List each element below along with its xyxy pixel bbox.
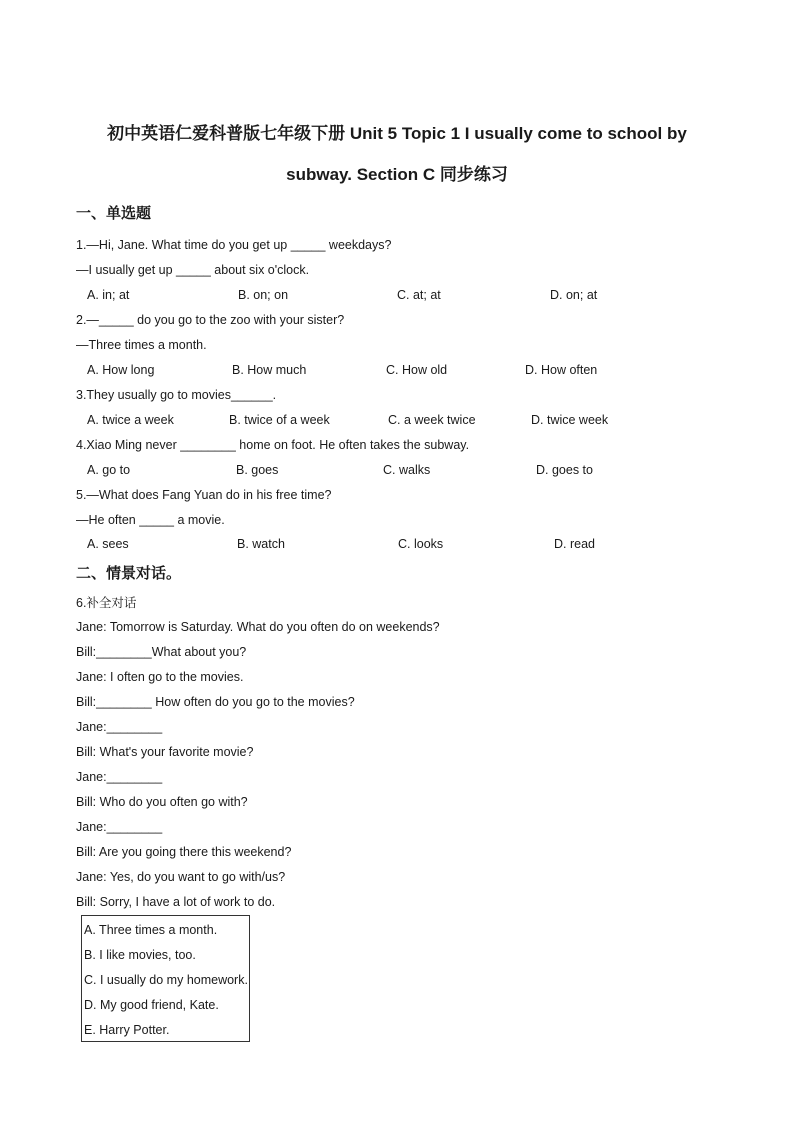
question-3-option-a: A. twice a week <box>87 413 174 427</box>
dialogue-line-7: Jane:________ <box>76 770 163 784</box>
question-4-option-a: A. go to <box>87 463 131 477</box>
section-heading-dialogue: 二、情景对话。 <box>76 565 182 582</box>
dialogue-line-3: Jane: I often go to the movies. <box>76 670 244 684</box>
question-2-option-a: A. How long <box>87 363 155 377</box>
question-2-option-b: B. How much <box>232 363 307 377</box>
question-1-line-1: 1.—Hi, Jane. What time do you get up _____ weekdays? <box>76 238 392 252</box>
question-1-option-a: A. in; at <box>87 288 130 302</box>
question-4-line-1: 4.Xiao Ming never ________ home on foot. He often takes the subway. <box>76 438 470 452</box>
dialogue-choice-a: A. Three times a month. <box>84 923 218 937</box>
dialogue-choices-box <box>81 915 250 1042</box>
question-1-option-b: B. on; on <box>238 288 289 302</box>
question-3-line-1: 3.They usually go to movies______. <box>76 388 277 402</box>
dialogue-choice-b: B. I like movies, too. <box>84 948 196 962</box>
dialogue-choice-c: C. I usually do my homework. <box>84 973 248 987</box>
question-5-option-c: C. looks <box>398 537 444 551</box>
dialogue-line-5: Jane:________ <box>76 720 163 734</box>
question-3-option-c: C. a week twice <box>388 413 476 427</box>
dialogue-line-10: Bill: Are you going there this weekend? <box>76 845 292 859</box>
page-title-line-2: subway. Section C 同步练习 <box>286 165 508 184</box>
question-4-option-b: B. goes <box>236 463 279 477</box>
question-1-option-d: D. on; at <box>550 288 598 302</box>
question-2-option-d: D. How often <box>525 363 598 377</box>
question-2-option-c: C. How old <box>386 363 448 377</box>
question-2-line-2: —Three times a month. <box>76 338 207 352</box>
dialogue-line-2: Bill:________What about you? <box>76 645 247 659</box>
question-3-option-b: B. twice of a week <box>229 413 330 427</box>
question-5-line-1: 5.—What does Fang Yuan do in his free time? <box>76 488 332 502</box>
question-5-option-a: A. sees <box>87 537 129 551</box>
dialogue-line-4: Bill:________ How often do you go to the movies? <box>76 695 355 709</box>
dialogue-line-8: Bill: Who do you often go with? <box>76 795 248 809</box>
dialogue-line-6: Bill: What's your favorite movie? <box>76 745 254 759</box>
dialogue-line-11: Jane: Yes, do you want to go with/us? <box>76 870 286 884</box>
question-5-option-b: B. watch <box>237 537 285 551</box>
dialogue-line-9: Jane:________ <box>76 820 163 834</box>
question-1-line-2: —I usually get up _____ about six o'clock. <box>76 263 310 277</box>
dialogue-heading: 6.补全对话 <box>76 596 137 610</box>
question-3-option-d: D. twice week <box>531 413 609 427</box>
page-title-line-1: 初中英语仁爱科普版七年级下册 Unit 5 Topic 1 I usually come to school by <box>107 124 687 143</box>
dialogue-choice-d: D. My good friend, Kate. <box>84 998 219 1012</box>
dialogue-line-1: Jane: Tomorrow is Saturday. What do you often do on weekends? <box>76 620 440 634</box>
question-5-line-2: —He often _____ a movie. <box>76 513 225 527</box>
question-4-option-d: D. goes to <box>536 463 593 477</box>
question-2-line-1: 2.—_____ do you go to the zoo with your sister? <box>76 313 345 327</box>
section-heading-single-choice: 一、单选题 <box>76 205 152 222</box>
question-4-option-c: C. walks <box>383 463 431 477</box>
dialogue-line-12: Bill: Sorry, I have a lot of work to do. <box>76 895 276 909</box>
question-5-option-d: D. read <box>554 537 595 551</box>
dialogue-choice-e: E. Harry Potter. <box>84 1023 170 1037</box>
question-1-option-c: C. at; at <box>397 288 441 302</box>
